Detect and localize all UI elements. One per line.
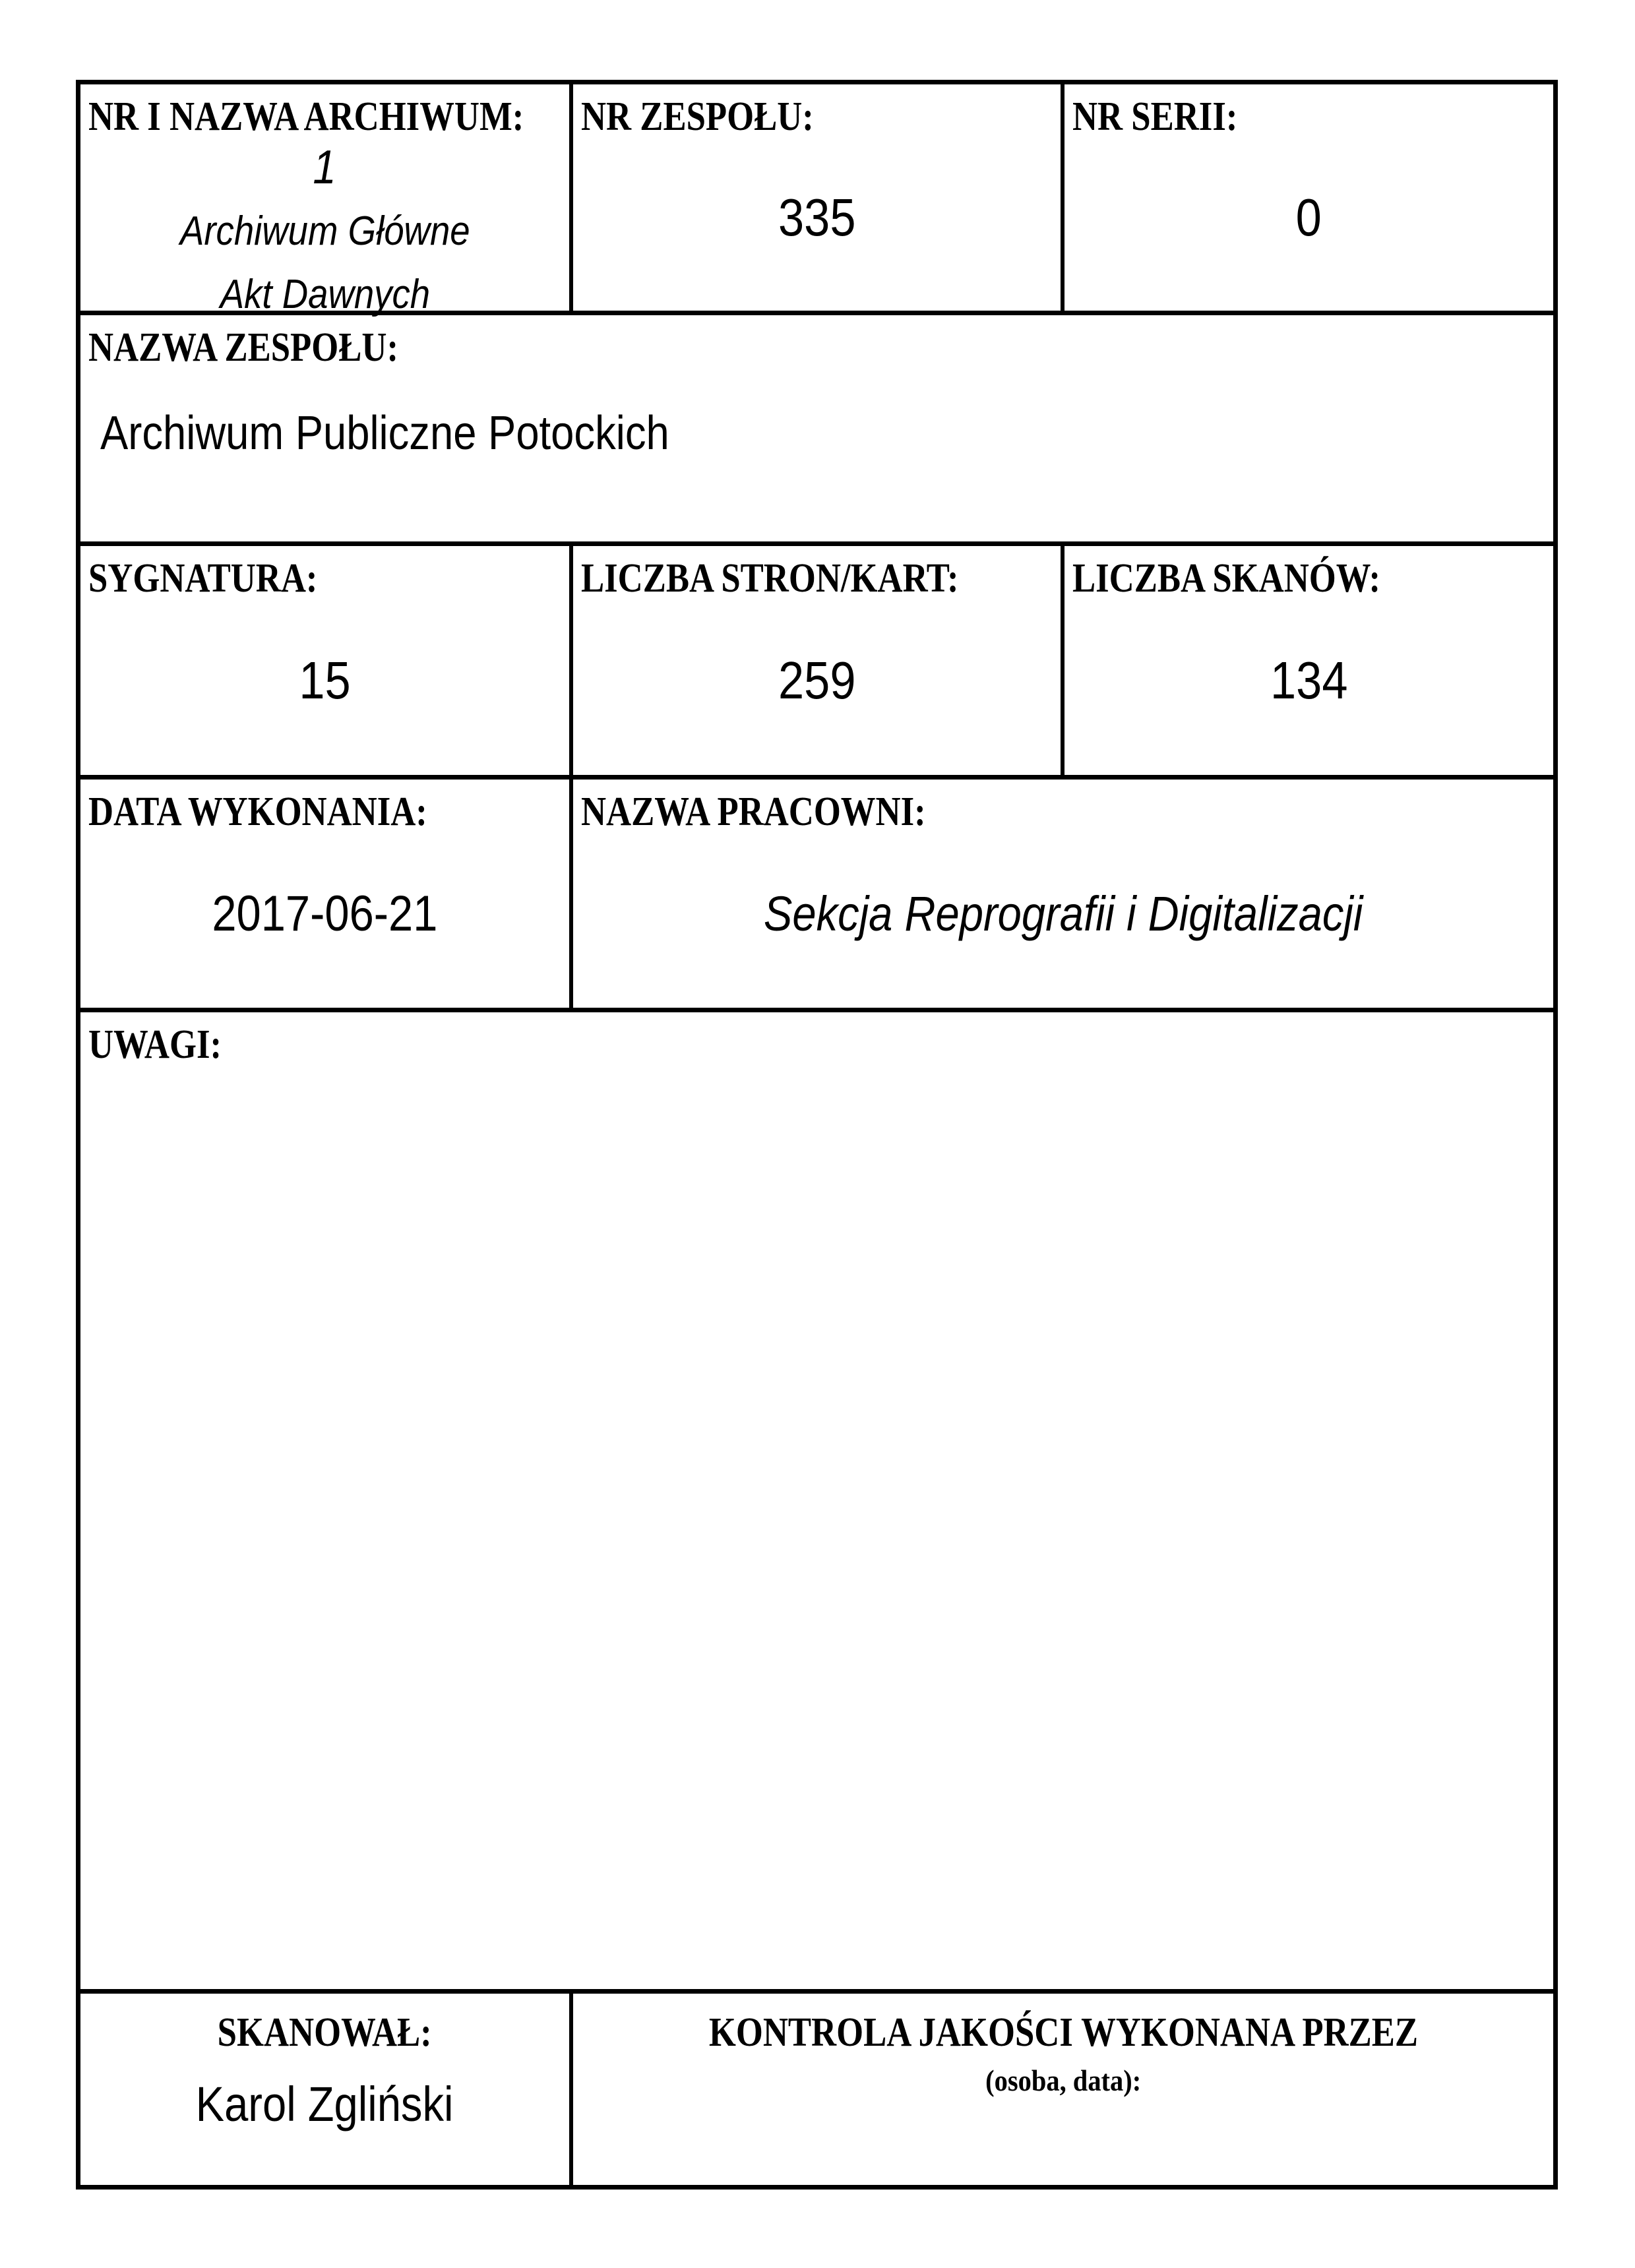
workshop-value: Sekcja Reprografii i Digitalizacji xyxy=(763,886,1363,942)
series-number-value: 0 xyxy=(1295,188,1322,247)
signature-value: 15 xyxy=(299,651,351,710)
scan-metadata-table xyxy=(76,80,1558,2190)
cell-signature xyxy=(80,546,573,780)
scanned-by-label: SKANOWAŁ: xyxy=(217,2010,433,2055)
cell-scanned-by xyxy=(80,1994,573,2185)
quality-check-sublabel: (osoba, data): xyxy=(985,2064,1142,2098)
cell-scans-count xyxy=(1064,546,1553,780)
cell-archive xyxy=(80,84,573,315)
quality-check-label: KONTROLA JAKOŚCI WYKONANA PRZEZ xyxy=(708,2010,1418,2055)
cell-execution-date xyxy=(80,780,573,1012)
signature-label: SYGNATURA: xyxy=(88,556,318,601)
cell-series-number xyxy=(1064,84,1553,315)
archive-number: 1 xyxy=(313,141,337,195)
pages-count-value: 259 xyxy=(778,651,856,710)
fonds-name-value: Archiwum Publiczne Potockich xyxy=(100,407,669,460)
cell-workshop xyxy=(573,780,1553,1012)
cell-remarks xyxy=(80,1012,1553,1994)
fonds-number-value: 335 xyxy=(778,188,856,247)
execution-date-value: 2017-06-21 xyxy=(212,886,438,942)
archive-name-line1: Archiwum Główne xyxy=(179,208,470,255)
scans-count-value: 134 xyxy=(1270,651,1348,710)
remarks-label: UWAGI: xyxy=(88,1022,222,1067)
fonds-name-label: NAZWA ZESPOŁU: xyxy=(88,325,399,370)
archive-label: NR I NAZWA ARCHIWUM: xyxy=(88,94,524,139)
scans-count-label: LICZBA SKANÓW: xyxy=(1072,556,1381,601)
archive-name-line2: Akt Dawnych xyxy=(220,271,430,317)
cell-fonds-name xyxy=(80,315,1553,546)
cell-quality-check xyxy=(573,1994,1553,2185)
cell-fonds-number xyxy=(573,84,1064,315)
scanned-by-value: Karol Zgliński xyxy=(196,2077,454,2132)
cell-pages-count xyxy=(573,546,1064,780)
pages-count-label: LICZBA STRON/KART: xyxy=(581,556,959,601)
fonds-number-label: NR ZESPOŁU: xyxy=(581,94,814,139)
archive-value xyxy=(80,140,569,330)
series-number-label: NR SERII: xyxy=(1072,94,1238,139)
workshop-label: NAZWA PRACOWNI: xyxy=(581,789,926,834)
execution-date-label: DATA WYKONANIA: xyxy=(88,789,427,834)
